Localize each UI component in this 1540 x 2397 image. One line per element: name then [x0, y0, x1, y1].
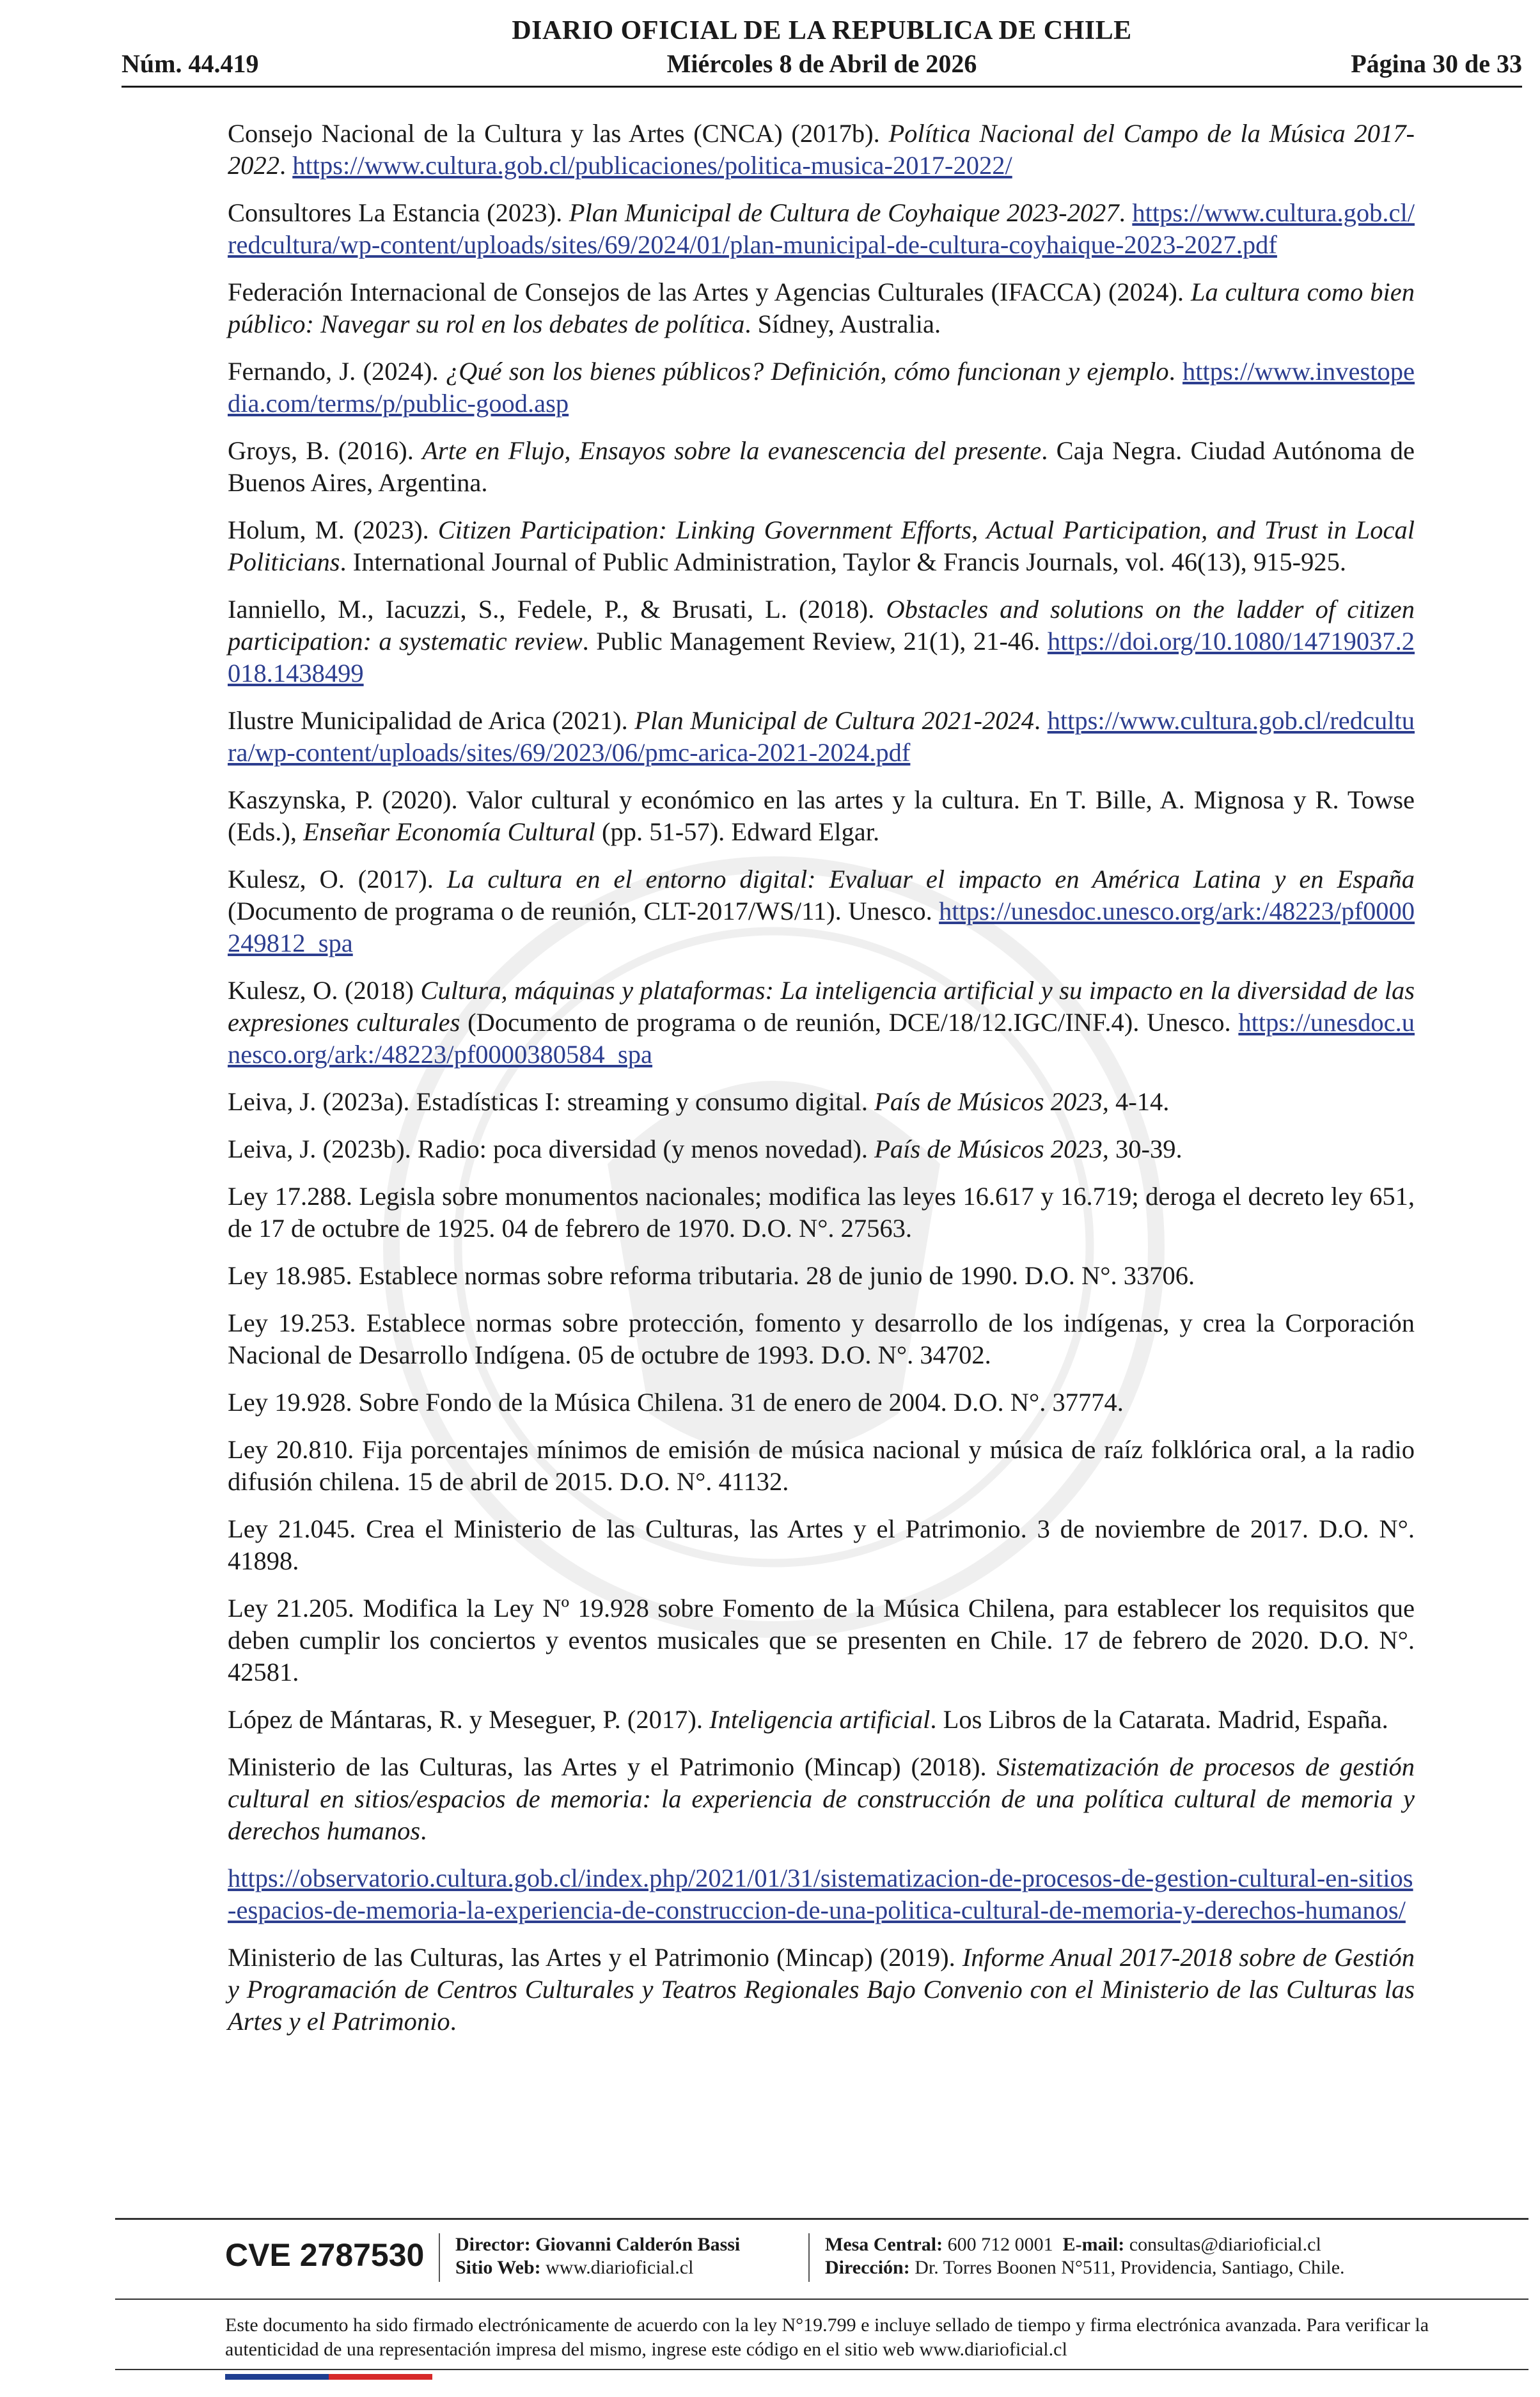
address-label: Dirección: — [825, 2257, 910, 2278]
reference-text: . — [420, 1816, 427, 1845]
reference-text: Ministerio de las Culturas, las Artes y el Patrimonio (Mincap) (2019). — [228, 1943, 962, 1972]
reference-title: Enseñar Economía Cultural — [303, 817, 595, 846]
reference-list — [228, 118, 1415, 2053]
reference-text: Holum, M. (2023). — [228, 515, 438, 544]
reference-text: Kulesz, O. (2018) — [228, 976, 421, 1005]
reference-entry — [228, 863, 1415, 959]
reference-text: 4-14. — [1108, 1087, 1170, 1116]
reference-title: Política Nacional del Campo de la Música 2017-2022 — [228, 119, 1415, 180]
footer-director-info — [455, 2233, 740, 2279]
address: Dr. Torres Boonen N°511, Providencia, Santiago, Chile. — [915, 2257, 1345, 2278]
reference-text: (pp. 51-57). Edward Elgar. — [595, 817, 880, 846]
reference-title: La cultura como bien público: Navegar su rol en los debates de política — [228, 278, 1415, 338]
flag-stripe-red — [329, 2374, 432, 2380]
reference-entry — [228, 1942, 1415, 2038]
reference-entry — [228, 1704, 1415, 1736]
reference-link[interactable]: https://www.cultura.gob.cl/redcultura/wp-content/uploads/sites/69/2024/01/plan-municipal-de-cultura-coyhaique-2023-2027.pdf — [228, 198, 1415, 259]
legal-notice: Este documento ha sido firmado electrónicamente de acuerdo con la ley N°19.799 e incluye sellado de tiempo y firma electrónica avanzada. Para verificar la autenticidad de una representación impresa del mismo, ingrese este código en el sitio web www.diarioficial.cl — [225, 2314, 1429, 2360]
reference-text: Ley 20.810. Fija porcentajes mínimos de emisión de música nacional y música de raíz folklórica oral, a la radio difusión chilena. 15 de abril de 2015. D.O. N°. 41132. — [228, 1435, 1415, 1496]
reference-entry — [228, 1592, 1415, 1688]
reference-text: Consejo Nacional de la Cultura y las Artes (CNCA) (2017b). — [228, 119, 889, 148]
reference-text: Federación Internacional de Consejos de las Artes y Agencias Culturales (IFACCA) (2024). — [228, 278, 1191, 306]
reference-text: . Caja Negra. Ciudad Autónoma de Buenos Aires, Argentina. — [228, 436, 1415, 497]
reference-text: Consultores La Estancia (2023). — [228, 198, 569, 227]
reference-text: . Public Management Review, 21(1), 21-46. — [582, 627, 1048, 656]
reference-entry — [228, 514, 1415, 578]
reference-link[interactable]: https://observatorio.cultura.gob.cl/index.php/2021/01/31/sistematizacion-de-procesos-de-gestion-cultural-en-sitios-espacios-de-memoria-la-experiencia-de-construccion-de-una-politica-cultural-de-memoria-y-derechos-humanos/ — [228, 1864, 1413, 1924]
reference-text: . — [279, 151, 293, 180]
reference-entry — [228, 118, 1415, 182]
reference-entry — [228, 1862, 1415, 1926]
reference-title: Informe Anual 2017-2018 sobre de Gestión y Programación de Centros Culturales y Teatros Regionales Bajo Convenio con el Ministerio de las Culturas las Artes y el Patrimonio — [228, 1943, 1415, 2036]
reference-title: La cultura en el entorno digital: Evaluar el impacto en América Latina y en España — [446, 865, 1415, 893]
reference-text: Fernando, J. (2024). — [228, 357, 446, 386]
reference-entry — [228, 1260, 1415, 1292]
email-link[interactable]: consultas@diarioficial.cl — [1129, 2234, 1321, 2255]
reference-text: Kaszynska, P. (2020). Valor cultural y económico en las artes y la cultura. En T. Bille, A. Mignosa y R. Towse (Eds.), — [228, 785, 1415, 846]
reference-text: Kulesz, O. (2017). — [228, 865, 447, 893]
reference-entry — [228, 1086, 1415, 1118]
mesa-label: Mesa Central: — [825, 2234, 943, 2255]
reference-entry — [228, 276, 1415, 340]
issue-number: Núm. 44.419 — [122, 49, 259, 78]
reference-entry — [228, 1751, 1415, 1847]
reference-text: López de Mántaras, R. y Meseguer, P. (2017). — [228, 1705, 710, 1734]
footer-divider-mid — [115, 2299, 1528, 2300]
reference-title: Arte en Flujo, Ensayos sobre la evanescencia del presente — [422, 436, 1042, 465]
reference-title: Obstacles and solutions on the ladder of citizen participation: a systematic review — [228, 595, 1415, 656]
reference-text: Ley 18.985. Establece normas sobre reforma tributaria. 28 de junio de 1990. D.O. N°. 33706. — [228, 1261, 1195, 1290]
reference-title: País de Músicos 2023, — [874, 1087, 1109, 1116]
reference-link[interactable]: https://www.cultura.gob.cl/publicaciones/politica-musica-2017-2022/ — [292, 151, 1012, 180]
reference-entry — [228, 1387, 1415, 1419]
reference-text: . Los Libros de la Catarata. Madrid, España. — [930, 1705, 1388, 1734]
reference-entry — [228, 784, 1415, 848]
flag-stripe-blue — [225, 2374, 329, 2380]
website-link[interactable]: www.diarioficial.cl — [546, 2257, 694, 2278]
email-label: E-mail: — [1062, 2234, 1125, 2255]
reference-entry — [228, 1434, 1415, 1498]
reference-link[interactable]: https://www.investopedia.com/terms/p/public-good.asp — [228, 357, 1415, 418]
reference-link[interactable]: https://doi.org/10.1080/14719037.2018.1438499 — [228, 627, 1415, 688]
director-label: Director: — [455, 2234, 531, 2255]
reference-text: Leiva, J. (2023b). Radio: poca diversidad (y menos novedad). — [228, 1135, 875, 1163]
newspaper-title: DIARIO OFICIAL DE LA REPUBLICA DE CHILE — [512, 16, 1132, 45]
reference-text: . — [1168, 357, 1183, 386]
page-header — [122, 14, 1522, 88]
reference-title: Inteligencia artificial — [709, 1705, 931, 1734]
reference-text: Leiva, J. (2023a). Estadísticas I: streaming y consumo digital. — [228, 1087, 875, 1116]
reference-entry — [228, 435, 1415, 499]
reference-text: Ley 21.045. Crea el Ministerio de las Culturas, las Artes y el Patrimonio. 3 de noviembre de 2017. D.O. N°. 41898. — [228, 1514, 1415, 1575]
reference-title: Plan Municipal de Cultura de Coyhaique 2023-2027 — [569, 198, 1119, 227]
reference-text: Ilustre Municipalidad de Arica (2021). — [228, 706, 635, 735]
reference-text: Ministerio de las Culturas, las Artes y el Patrimonio (Mincap) (2018). — [228, 1752, 997, 1781]
reference-text: . International Journal of Public Administration, Taylor & Francis Journals, vol. 46(13), 915-925. — [340, 547, 1346, 576]
footer-separator — [439, 2233, 440, 2282]
footer-separator — [808, 2233, 810, 2282]
reference-link[interactable]: https://unesdoc.unesco.org/ark:/48223/pf0000249812_spa — [228, 897, 1415, 957]
reference-link[interactable]: https://unesdoc.unesco.org/ark:/48223/pf0000380584_spa — [228, 1008, 1415, 1069]
reference-text: . — [1033, 706, 1048, 735]
reference-link[interactable]: https://www.cultura.gob.cl/redcultura/wp-content/uploads/sites/69/2023/06/pmc-arica-2021-2024.pdf — [228, 706, 1415, 767]
reference-text: . Sídney, Australia. — [744, 310, 941, 338]
mesa-phone: 600 712 0001 — [947, 2234, 1053, 2255]
reference-entry — [228, 1133, 1415, 1165]
reference-title: País de Músicos 2023, — [874, 1135, 1109, 1163]
page-number: Página 30 de 33 — [1351, 49, 1522, 78]
reference-title: Cultura, máquinas y plataformas: La inteligencia artificial y su impacto en la diversidad de las expresiones culturales — [228, 976, 1415, 1037]
cve-code: CVE 2787530 — [225, 2237, 425, 2273]
reference-text: (Documento de programa o de reunión, DCE/18/12.IGC/INF.4). Unesco. — [460, 1008, 1239, 1037]
reference-title: ¿Qué son los bienes públicos? Definición, cómo funcionan y ejemplo — [445, 357, 1169, 386]
issue-date: Miércoles 8 de Abril de 2026 — [666, 49, 977, 78]
reference-text: (Documento de programa o de reunión, CLT-2017/WS/11). Unesco. — [228, 897, 939, 925]
reference-entry — [228, 975, 1415, 1071]
reference-text: Ley 21.205. Modifica la Ley Nº 19.928 sobre Fomento de la Música Chilena, para establecer los requisitos que deben cumplir los conciertos y eventos musicales que se presenten en Chile. 17 de febrero de 2020. D.O. N°. 42581. — [228, 1594, 1415, 1686]
footer-divider-bottom — [115, 2369, 1528, 2370]
reference-text: . — [450, 2007, 457, 2036]
reference-text: Ley 19.928. Sobre Fondo de la Música Chilena. 31 de enero de 2004. D.O. N°. 37774. — [228, 1388, 1124, 1417]
reference-text: Ley 17.288. Legisla sobre monumentos nacionales; modifica las leyes 16.617 y 16.719; deroga el decreto ley 651, de 17 de octubre de 1925. 04 de febrero de 1970. D.O. N°. 27563. — [228, 1182, 1415, 1243]
footer-contact-info — [825, 2233, 1345, 2279]
reference-entry — [228, 197, 1415, 261]
reference-title: Sistematización de procesos de gestión cultural en sitios/espacios de memoria: la experiencia de construcción de una política cultural de memoria y derechos humanos — [228, 1752, 1415, 1845]
reference-entry — [228, 1513, 1415, 1577]
reference-entry — [228, 1307, 1415, 1371]
reference-title: Plan Municipal de Cultura 2021-2024 — [634, 706, 1034, 735]
footer-divider-top — [115, 2218, 1528, 2220]
reference-text: Groys, B. (2016). — [228, 436, 423, 465]
reference-text: 30-39. — [1108, 1135, 1182, 1163]
reference-entry — [228, 356, 1415, 420]
reference-text: Ianniello, M., Iacuzzi, S., Fedele, P., & Brusati, L. (2018). — [228, 595, 886, 624]
reference-title: Citizen Participation: Linking Government Efforts, Actual Participation, and Trust in Local Politicians — [228, 515, 1415, 576]
reference-entry — [228, 1181, 1415, 1245]
web-label: Sitio Web: — [455, 2257, 541, 2278]
reference-entry — [228, 593, 1415, 689]
reference-entry — [228, 705, 1415, 769]
reference-text: Ley 19.253. Establece normas sobre protección, fomento y desarrollo de los indígenas, y crea la Corporación Nacional de Desarrollo Indígena. 05 de octubre de 1993. D.O. N°. 34702. — [228, 1309, 1415, 1369]
reference-text: . — [1119, 198, 1133, 227]
director-name: Giovanni Calderón Bassi — [535, 2234, 741, 2255]
